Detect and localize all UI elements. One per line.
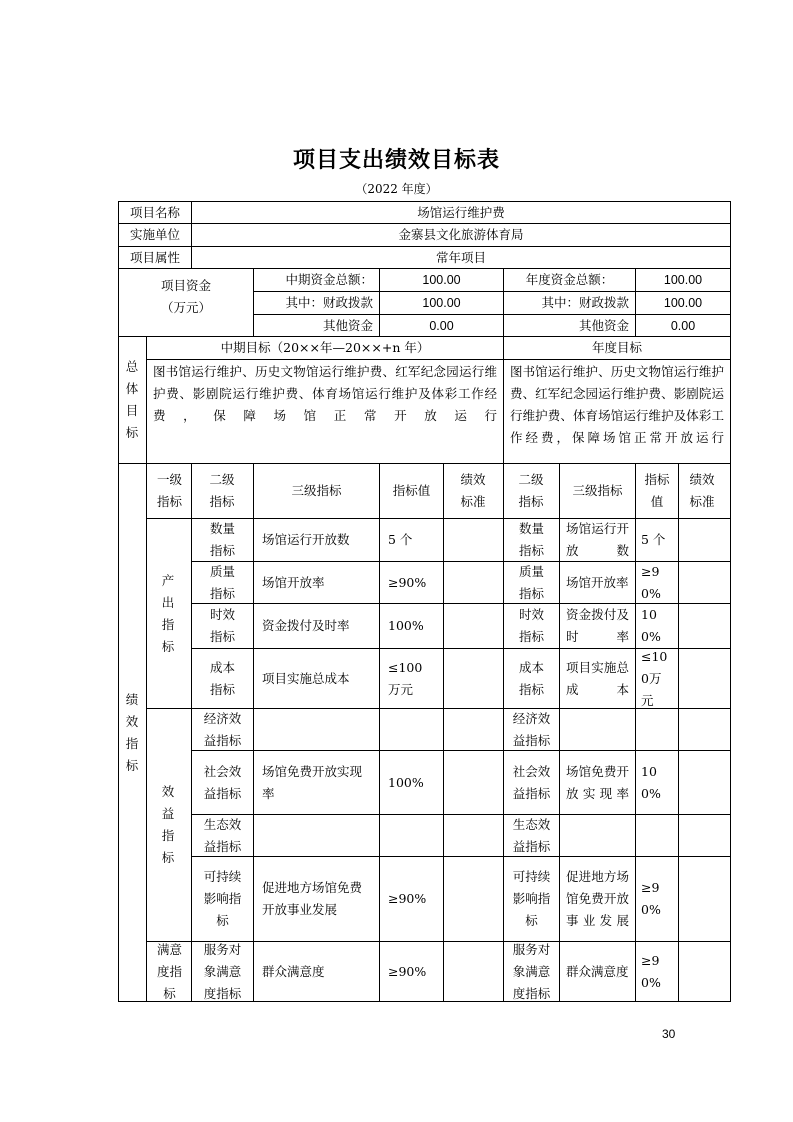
year-total-label: 年度资金总额： — [525, 272, 614, 287]
header-value: 指标值 — [392, 483, 431, 498]
wrapped-text-line: 二级 — [209, 472, 235, 487]
wrapped-text-line: 指标 — [518, 681, 544, 697]
level3-right-cell: 场馆运行开放数 — [566, 521, 629, 558]
value-cell: 5 个 — [388, 532, 413, 547]
value-right-cell: 5 个 — [641, 532, 666, 547]
wrapped-text-line: 影响指 — [512, 891, 551, 906]
vertical-text-line: 效 — [161, 784, 175, 799]
value-right-cell: ≤100万元 — [641, 649, 668, 708]
level2-right-cell — [504, 751, 559, 814]
level3-cell — [254, 815, 379, 856]
value-right-cell: 100% — [641, 607, 661, 644]
indicators-label — [122, 464, 142, 1001]
wrapped-text-line: 标准 — [689, 494, 715, 509]
level3-right-cell: 促进地方场馆免费开放事业发展 — [566, 869, 629, 928]
mid-total-label: 中期资金总额： — [285, 272, 373, 287]
wrapped-text-line: 益指标 — [512, 838, 551, 854]
level2-right-cell — [504, 815, 559, 856]
wrapped-text — [519, 657, 544, 701]
value-right-cell — [636, 709, 678, 750]
level2-cell — [192, 751, 253, 814]
wrapped-text-line: 质量 — [209, 563, 235, 579]
wrapped-text-line: 生态效 — [512, 816, 551, 832]
wrapped-text — [210, 657, 235, 701]
wrapped-text-line: 指标 — [644, 472, 670, 487]
wrapped-text — [460, 469, 485, 513]
col-line — [443, 463, 444, 1002]
wrapped-text-line: 益指标 — [203, 838, 242, 854]
wrapped-text-line: 质量 — [518, 563, 544, 579]
wrapped-text — [210, 519, 235, 561]
table-border — [118, 1001, 731, 1002]
level3-right-cell — [560, 815, 635, 856]
header-level2-right — [512, 464, 550, 518]
wrapped-text-line: 时效 — [209, 607, 235, 622]
vertical-text — [126, 689, 139, 777]
level2-cell — [192, 649, 253, 708]
level2-right-cell — [504, 604, 559, 648]
wrapped-text-line: 指标 — [209, 629, 235, 644]
wrapped-text-line: 益指标 — [512, 785, 551, 801]
level3-cell: 场馆运行开放数 — [262, 532, 350, 547]
vertical-text-line: 标 — [163, 985, 176, 1001]
wrapped-text — [513, 761, 551, 805]
wrapped-text-line: 指标 — [518, 543, 544, 558]
value-cell: 100% — [388, 774, 424, 790]
wrapped-text-line: 可持续 — [203, 869, 242, 884]
level2-cell — [192, 519, 253, 561]
vertical-text-line: 出 — [161, 594, 175, 610]
wrapped-text-line: 社会效 — [512, 763, 551, 779]
vertical-text-line: 满意 — [156, 942, 182, 957]
value-cell — [380, 815, 443, 856]
col-line — [146, 463, 147, 1002]
level2-cell — [192, 709, 253, 750]
wrapped-text-line: 指标 — [518, 585, 544, 601]
vertical-text-line: 绩 — [125, 691, 139, 707]
level2-right-cell — [504, 519, 559, 561]
value-right-cell: 100% — [641, 763, 661, 801]
vertical-text — [162, 781, 175, 869]
level2-cell — [192, 604, 253, 648]
level2-cell — [192, 942, 253, 1001]
wrapped-text — [210, 562, 235, 603]
vertical-text-line: 效 — [125, 713, 139, 729]
vertical-text-line: 指 — [125, 735, 139, 751]
wrapped-text-line: 标准 — [460, 494, 486, 509]
wrapped-text-line: 益指标 — [203, 732, 242, 748]
wrapped-text-line: 度指标 — [203, 985, 242, 1001]
unit-label: 实施单位 — [129, 227, 180, 242]
wrapped-text — [513, 942, 551, 1001]
header-standard — [449, 464, 497, 518]
wrapped-text-line: 一级 — [156, 472, 182, 487]
group-benefit — [158, 709, 178, 941]
wrapped-text-line: 可持续 — [512, 869, 551, 884]
wrapped-text-line: 二级 — [518, 472, 544, 487]
vertical-text-line: 度指 — [156, 963, 182, 979]
wrapped-text-line: 服务对 — [203, 942, 242, 957]
mid-other-label: 其他资金 — [322, 317, 373, 333]
vertical-text — [162, 570, 175, 658]
vertical-text-line: 指 — [161, 828, 175, 843]
header-standard-right — [682, 464, 722, 518]
header-level3: 三级指标 — [291, 483, 342, 498]
wrapped-text-line: 经济效 — [512, 710, 551, 726]
level3-cell — [254, 709, 379, 750]
col-line — [678, 463, 679, 1002]
vertical-text-line: 标 — [125, 757, 139, 773]
wrapped-text-line: 益指标 — [512, 732, 551, 748]
level3-right-cell: 场馆开放率 — [566, 574, 629, 590]
level3-cell: 项目实施总成本 — [262, 670, 350, 686]
wrapped-text — [209, 469, 234, 513]
vertical-text-line: 目 — [125, 403, 139, 418]
wrapped-text — [519, 562, 544, 603]
wrapped-text — [513, 709, 551, 750]
mid-goal-text: 图书馆运行维护、历史文物馆运行维护费、红军纪念园运行维护费、影剧院运行维护费、体育场馆运行维护及体彩工作经费，保障场馆正常开放运行 — [153, 364, 497, 423]
vertical-text-line: 产 — [161, 572, 175, 588]
level3-cell: 场馆免费开放实现率 — [262, 763, 363, 801]
wrapped-text — [204, 815, 242, 856]
year-fiscal-value: 100.00 — [663, 296, 703, 310]
wrapped-text-line: 服务对 — [512, 942, 551, 957]
level2-cell — [192, 857, 253, 941]
level3-cell: 资金拨付及时率 — [262, 618, 350, 633]
wrapped-text — [513, 866, 551, 932]
wrapped-text-line: 指标 — [209, 585, 235, 601]
year-total-value: 100.00 — [663, 273, 703, 287]
project-name-value: 场馆运行维护费 — [417, 204, 505, 220]
level3-cell: 促进地方场馆免费开放事业发展 — [262, 880, 363, 917]
value-cell: ≥90% — [388, 891, 427, 906]
page-number: 30 — [662, 1027, 676, 1041]
level2-right-cell — [504, 857, 559, 941]
wrapped-text — [204, 709, 242, 750]
value-cell: ≤100 万元 — [388, 659, 423, 697]
level2-cell — [192, 815, 253, 856]
wrapped-text — [157, 469, 182, 513]
wrapped-text-line: 度指标 — [512, 985, 551, 1001]
vertical-text — [126, 356, 139, 444]
wrapped-text — [204, 761, 242, 805]
level2-right-cell — [504, 649, 559, 708]
level3-right-cell: 项目实施总成本 — [566, 659, 629, 697]
wrapped-text — [689, 469, 714, 513]
mid-fiscal-label: 其中：财政拨款 — [285, 295, 373, 310]
level2-right-cell — [504, 709, 559, 750]
unit-value: 金寨县文化旅游体育局 — [398, 227, 524, 242]
year-fiscal-label: 其中：财政拨款 — [541, 295, 629, 310]
level3-cell: 群众满意度 — [262, 963, 325, 979]
value-cell — [380, 709, 443, 750]
level3-cell: 场馆开放率 — [262, 574, 325, 590]
wrapped-text-line: 指标 — [518, 629, 544, 644]
mid-other-value: 0.00 — [429, 318, 454, 333]
level2-cell — [192, 562, 253, 603]
header-level1 — [151, 464, 188, 518]
wrapped-text-line: 数量 — [209, 521, 235, 536]
table-border — [730, 201, 731, 1002]
value-right-cell: ≥90% — [641, 880, 661, 917]
mid-goal-header: 中期目标（20××年—20××+n 年） — [220, 340, 430, 355]
wrapped-text-line: 标 — [525, 913, 538, 928]
year-label: （2022 年度） — [355, 182, 438, 196]
level3-right-cell: 资金拨付及时率 — [566, 607, 629, 644]
level3-right-cell: 场馆免费开放实现率 — [566, 763, 629, 801]
wrapped-text-line: 成本 — [518, 659, 544, 675]
year-other-label: 其他资金 — [578, 317, 629, 333]
wrapped-text-line: 象满意 — [203, 963, 242, 979]
vertical-text-line: 总 — [125, 359, 139, 374]
goals-label — [122, 337, 142, 463]
group-satisfaction — [151, 942, 188, 1001]
wrapped-text-line: 指标 — [209, 494, 235, 509]
wrapped-text-line: 数量 — [518, 521, 544, 536]
wrapped-text-line: 象满意 — [512, 963, 551, 979]
wrapped-text — [644, 469, 669, 513]
wrapped-text-line: 绩效 — [689, 472, 715, 487]
value-right-cell — [636, 815, 678, 856]
attr-label: 项目属性 — [129, 249, 180, 265]
vertical-text — [157, 942, 182, 1001]
vertical-text-line: 益 — [161, 806, 175, 821]
wrapped-text-line: 指标 — [156, 494, 182, 509]
header-level3-right: 三级指标 — [572, 483, 623, 498]
attr-value: 常年项目 — [435, 249, 486, 265]
value-right-cell: ≥90% — [641, 952, 661, 990]
value-cell: 100% — [388, 618, 424, 633]
mid-total-value: 100.00 — [422, 273, 461, 287]
wrapped-text-line: 成本 — [209, 659, 235, 675]
vertical-text-line: 标 — [161, 850, 175, 865]
wrapped-text-line: 指标 — [209, 681, 235, 697]
wrapped-text-line: 时效 — [518, 607, 544, 622]
vertical-text-line: 指 — [161, 616, 175, 632]
wrapped-text-line: 指标 — [518, 494, 544, 509]
wrapped-text — [519, 519, 544, 561]
value-cell: ≥90% — [388, 574, 427, 590]
wrapped-text — [519, 604, 544, 648]
wrapped-text-line: 社会效 — [203, 763, 242, 779]
page-title: 项目支出绩效目标表 — [292, 148, 500, 173]
wrapped-text-line: 指标 — [209, 543, 235, 558]
level3-right-cell — [560, 709, 635, 750]
value-cell: ≥90% — [388, 963, 427, 979]
funds-label — [119, 275, 253, 325]
wrapped-text — [204, 942, 242, 1001]
wrapped-text — [513, 815, 551, 856]
level2-right-cell — [504, 562, 559, 603]
wrapped-text-line: 生态效 — [203, 816, 242, 832]
value-right-cell: ≥90% — [641, 563, 661, 601]
vertical-text-line: 标 — [125, 425, 139, 440]
wrapped-text — [210, 604, 235, 648]
funds-label-line1: 项目资金 — [160, 278, 211, 293]
group-output — [158, 519, 178, 708]
wrapped-text-line: 标 — [216, 913, 229, 928]
project-name-label: 项目名称 — [129, 204, 180, 220]
level2-right-cell — [504, 942, 559, 1001]
wrapped-text-line: 经济效 — [203, 710, 242, 726]
year-goal-header: 年度目标 — [591, 340, 642, 355]
level3-right-cell: 群众满意度 — [566, 963, 629, 979]
vertical-text-line: 体 — [125, 381, 139, 396]
header-value-right — [640, 464, 674, 518]
funds-label-line2: （万元） — [160, 300, 211, 315]
wrapped-text-line: 影响指 — [203, 891, 242, 906]
wrapped-text-line: 绩效 — [460, 472, 486, 487]
wrapped-text — [518, 469, 543, 513]
vertical-text-line: 标 — [161, 638, 175, 654]
wrapped-text — [204, 866, 242, 932]
wrapped-text-line: 益指标 — [203, 785, 242, 801]
year-other-value: 0.00 — [670, 318, 696, 333]
header-level2 — [203, 464, 241, 518]
wrapped-text-line: 值 — [650, 494, 664, 509]
mid-fiscal-value: 100.00 — [422, 296, 461, 310]
year-goal-text: 图书馆运行维护、历史文物馆运行维护费、红军纪念园运行维护费、影剧院运行维护费、体育场馆运行维护及体彩工作经费，保障场馆正常开放运行 — [510, 364, 724, 445]
